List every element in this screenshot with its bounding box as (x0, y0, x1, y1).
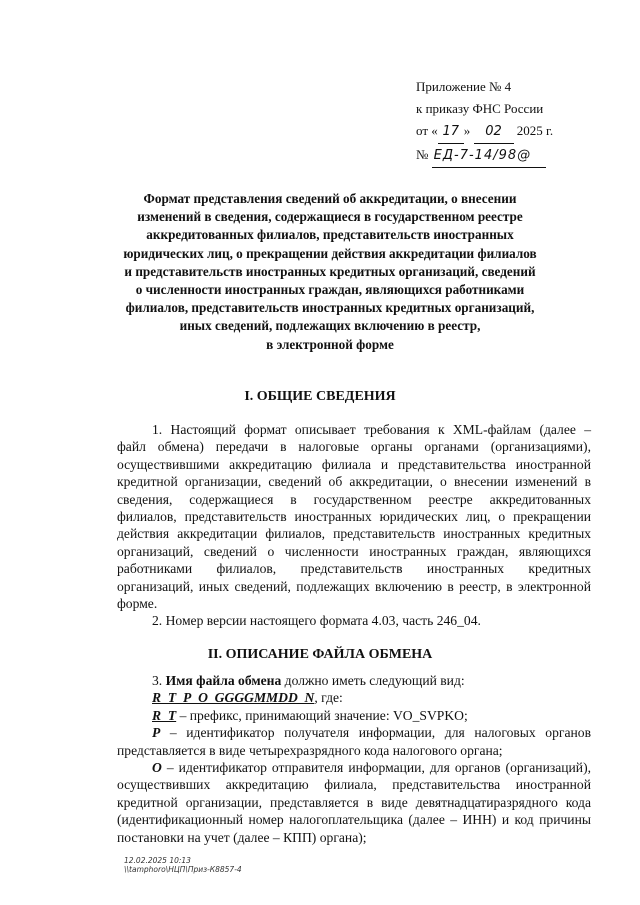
text-line: постановки на учет (далее – КПП) органа); (117, 829, 367, 845)
text-line: филиалов, представительств иностранных юридических лиц, о прекращении (117, 509, 591, 525)
section-general-body (117, 421, 591, 630)
text-line: кредитной организации, представляется в виде девятнадцатиразрядного кода (117, 794, 591, 810)
appendix-title: Приложение № 4 (416, 79, 512, 94)
recipient-definition (117, 724, 591, 759)
title-line: филиалов, представительств иностранных кредитных организаций, (125, 300, 535, 316)
text-line: осуществившими аккредитацию филиала и представительства иностранной (117, 456, 591, 472)
title-line: изменений в сведения, содержащиеся в государственном реестре (137, 209, 523, 225)
text-line: сведения, содержащиеся в государственном реестре аккредитованных (117, 491, 591, 507)
text-line: действия аккредитации филиалов, представительств иностранных кредитных (117, 526, 591, 542)
text-line: – идентификатор отправителя информации, для органов (организаций), (161, 760, 591, 776)
section-heading-general: I. ОБЩИЕ СВЕДЕНИЯ (244, 389, 396, 404)
title-line: иных сведений, подлежащих включению в реестр, (179, 318, 481, 334)
appendix-block (416, 76, 616, 168)
title-line: в электронной форме (266, 336, 394, 352)
title-line: о численности иностранных граждан, являющихся работниками (135, 282, 525, 298)
handwritten-day: 17 (438, 121, 464, 144)
title-line: и представительств иностранных кредитных организаций, сведений (124, 263, 536, 279)
appendix-order-ref: к приказу ФНС России (416, 101, 544, 116)
text-line: работниками филиалов, представительств иностранных кредитных (117, 561, 591, 577)
section-heading-exchange-file: II. ОПИСАНИЕ ФАЙЛА ОБМЕНА (207, 647, 433, 662)
code-letter: P (152, 725, 161, 741)
file-name-pattern: R_T_P_O_GGGGMMDD_N, где: (152, 690, 343, 706)
prefix-definition: R_T – префикс, принимающий значение: VO_SVPKO; (152, 707, 468, 723)
title-line: Формат представления сведений об аккредитации, о внесении (143, 191, 517, 206)
sender-definition (117, 759, 591, 846)
appendix-date: от « 17 » 02 2025 г. (416, 120, 616, 144)
document-title (106, 190, 554, 354)
handwritten-number: ЕД-7-14/98@ (432, 145, 546, 168)
text-line: кредитной организации, сведений об аккредитации, о внесении изменений в (117, 474, 591, 490)
paragraph-3: 3. Имя файла обмена должно иметь следующий вид: (152, 673, 465, 688)
handwritten-month: 02 (474, 121, 514, 144)
paragraph-2: 2. Номер версии настоящего формата 4.03, часть 246_04. (152, 613, 481, 629)
paragraph-1 (117, 421, 591, 612)
title-line: аккредитованных филиалов, представительств иностранных (146, 227, 514, 243)
text-line: организаций, сведений о численности иностранных граждан, являющихся (117, 543, 591, 559)
code-letter: O (152, 760, 162, 776)
footer-stamp: 12.02.2025 10:13 \\tamphoro\НЦП\Приз-К8857-4 (124, 856, 242, 874)
title-line: юридических лиц, о прекращении действия аккредитации филиалов (123, 245, 537, 261)
section-exchange-file-body (117, 672, 591, 846)
text-line: организаций, иных сведений, подлежащих включению в реестр, в электронной (117, 578, 591, 594)
text-line: форме. (117, 596, 158, 612)
text-line: – идентификатор получателя информации, для налоговых органов (160, 725, 591, 741)
text-line: (идентификационный номер налогоплательщика (далее – ИНН) и код причины (117, 812, 591, 828)
text-line: 1. Настоящий формат описывает требования к XML-файлам (далее – (152, 422, 591, 437)
text-line: файл обмена) передачи в налоговые органы органами (организациями), (117, 439, 591, 455)
text-line: осуществивших аккредитацию филиала, представительства иностранной (117, 777, 591, 793)
appendix-number: № ЕД-7-14/98@ (416, 144, 616, 168)
text-line: представляется в виде четырехразрядного кода налогового органа; (117, 742, 503, 758)
